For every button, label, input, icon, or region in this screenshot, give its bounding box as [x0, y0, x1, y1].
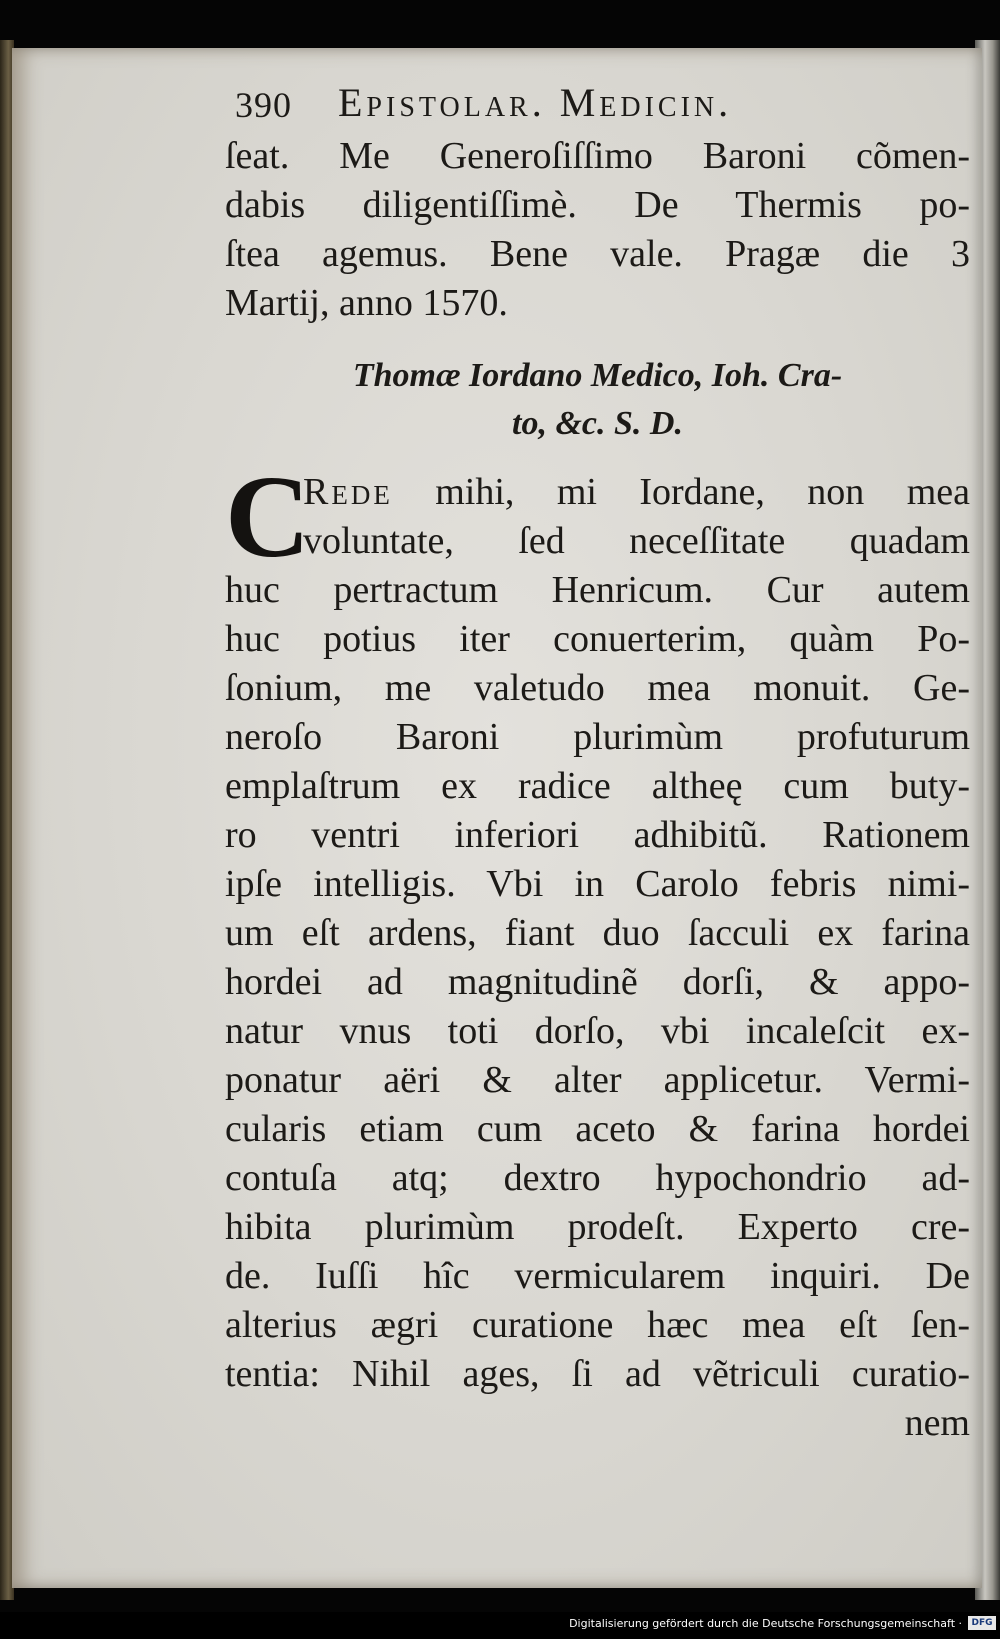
text-line: ro ventri inferiori adhibitũ. Rationem — [225, 814, 970, 856]
letter-body — [225, 451, 970, 1448]
text-line: Martij, anno 1570. — [225, 282, 508, 324]
catchword: nem — [904, 1402, 970, 1444]
letter-heading — [225, 352, 970, 448]
text-line: ſonium, me valetudo mea monuit. Ge- — [225, 667, 970, 709]
text-line: alterius ægri curatione hæc mea eſt ſen- — [225, 1304, 970, 1346]
text-line: huc potius iter conuerterim, quàm Po- — [225, 618, 970, 660]
text-line: neroſo Baroni plurimùm profuturum — [225, 716, 970, 758]
text-line: hibita plurimùm prodeſt. Experto cre- — [225, 1206, 970, 1248]
drop-capital: C — [225, 451, 311, 582]
page-number: 390 — [235, 85, 292, 125]
text-line: ipſe intelligis. Vbi in Carolo febris nimi- — [225, 863, 970, 905]
letter-heading-line: to, &c. S. D. — [512, 405, 683, 442]
letter-heading-line: Thomæ Iordano Medico, Ioh. Cra- — [352, 357, 843, 394]
page-content — [225, 74, 970, 1448]
text-line: ponatur aëri & alter applicetur. Vermi- — [225, 1059, 970, 1101]
text-line: voluntate, ſed neceſſitate quadam — [303, 520, 970, 562]
preceding-letter-end — [225, 132, 970, 328]
text-line: tentia: Nihil ages, ſi ad vẽtriculi curatio- — [225, 1353, 970, 1395]
text-line: ſtea agemus. Bene vale. Pragæ die 3 — [225, 233, 970, 275]
opening-line-rest: mihi, mi Iordane, non mea — [435, 471, 970, 513]
digitization-footer — [0, 1612, 1000, 1639]
text-line: emplaſtrum ex radice altheę cum buty- — [225, 765, 970, 807]
running-title: Epistolar. Medicin. — [338, 80, 733, 125]
text-line: de. Iuſſi hîc vermicularem inquiri. De — [225, 1255, 970, 1297]
funding-credit: Digitalisierung gefördert durch die Deutsche Forschungsgemeinschaft · — [569, 1617, 962, 1630]
text-line: hordei ad magnitudinẽ dorſi, & appo- — [225, 961, 970, 1003]
dfg-logo-icon: DFG — [968, 1616, 996, 1630]
text-line: natur vnus toti dorſo, vbi incaleſcit ex- — [225, 1010, 970, 1052]
text-line: cularis etiam cum aceto & farina hordei — [225, 1108, 970, 1150]
opening-word: Rede — [303, 471, 393, 513]
text-line — [225, 468, 970, 517]
text-line: ſeat. Me Generoſiſſimo Baroni cõmen- — [225, 135, 970, 177]
running-head — [225, 74, 970, 132]
text-line: contuſa atq; dextro hypochondrio ad- — [225, 1157, 970, 1199]
text-line: dabis diligentiſſimè. De Thermis po- — [225, 184, 970, 226]
text-line: um eſt ardens, fiant duo ſacculi ex farina — [225, 912, 970, 954]
text-line: huc pertractum Henricum. Cur autem — [225, 569, 970, 611]
book-page — [12, 48, 982, 1588]
